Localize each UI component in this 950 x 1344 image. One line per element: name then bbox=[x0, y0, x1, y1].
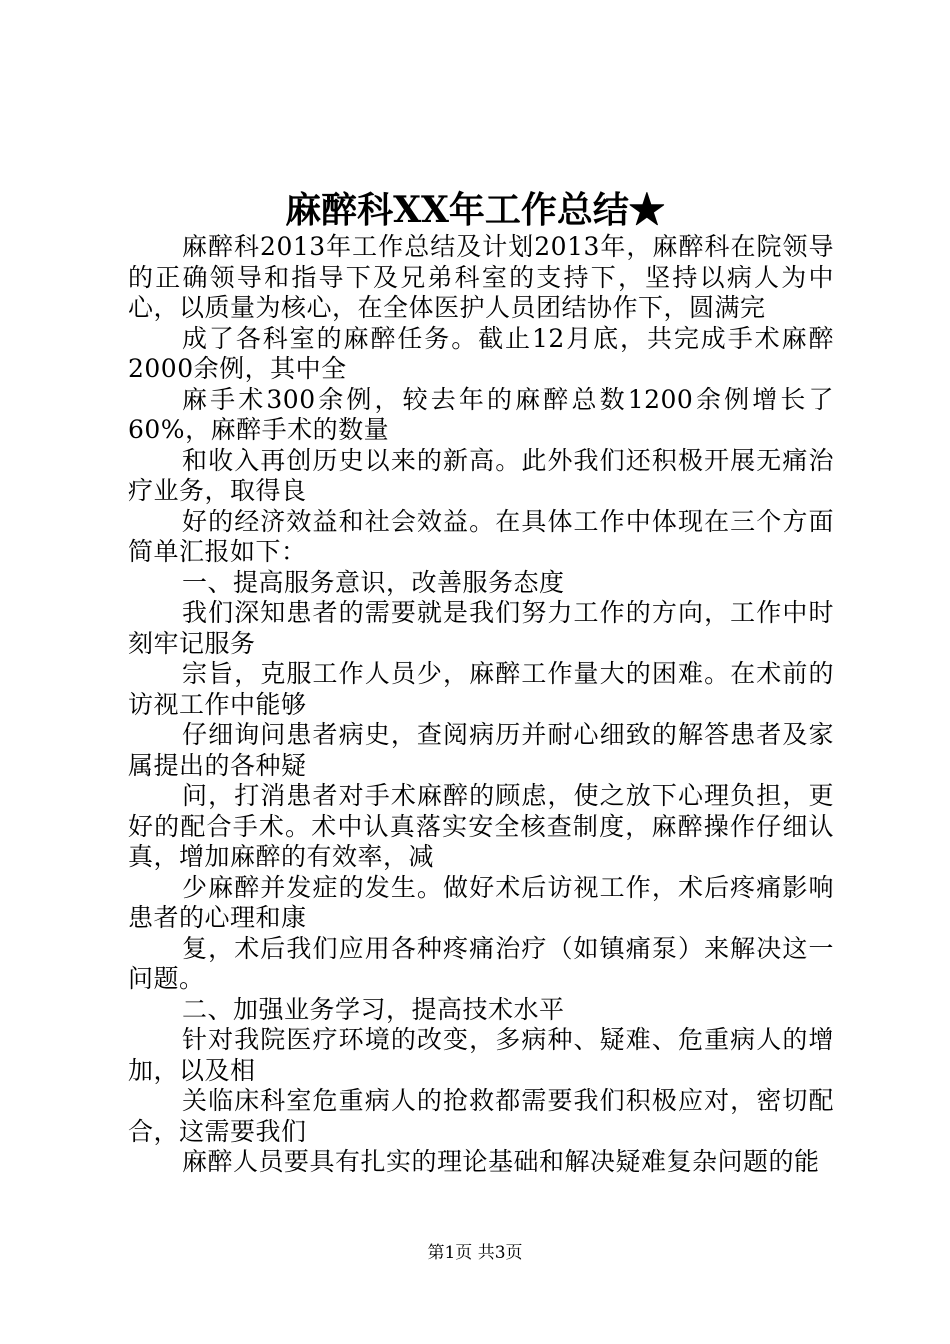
paragraph: 关临床科室危重病人的抢救都需要我们积极应对，密切配合，这需要我们 bbox=[128, 1086, 834, 1146]
paragraph: 和收入再创历史以来的新高。此外我们还积极开展无痛治疗业务，取得良 bbox=[128, 445, 834, 505]
paragraph: 成了各科室的麻醉任务。截止12月底，共完成手术麻醉2000余例，其中全 bbox=[128, 323, 834, 383]
paragraph: 宗旨，克服工作人员少，麻醉工作量大的困难。在术前的访视工作中能够 bbox=[128, 659, 834, 719]
paragraph: 麻醉科2013年工作总结及计划2013年，麻醉科在院领导的正确领导和指导下及兄弟科室的支持下，坚持以病人为中心，以质量为核心，在全体医护人员团结协作下，圆满完 bbox=[128, 232, 834, 322]
paragraph: 仔细询问患者病史，查阅病历并耐心细致的解答患者及家属提出的各种疑 bbox=[128, 720, 834, 780]
paragraph: 麻醉人员要具有扎实的理论基础和解决疑难复杂问题的能 bbox=[182, 1147, 820, 1176]
paragraph: 少麻醉并发症的发生。做好术后访视工作，术后疼痛影响患者的心理和康 bbox=[128, 872, 834, 932]
paragraph: 我们深知患者的需要就是我们努力工作的方向，工作中时刻牢记服务 bbox=[128, 598, 834, 658]
paragraph: 针对我院医疗环境的改变，多病种、疑难、危重病人的增加，以及相 bbox=[128, 1025, 834, 1085]
paragraph: 问，打消患者对手术麻醉的顾虑，使之放下心理负担，更好的配合手术。术中认真落实安全核查制度，麻醉操作仔细认真，增加麻醉的有效率，减 bbox=[128, 781, 834, 871]
document-body bbox=[128, 232, 834, 1178]
page-footer: 第1页 共3页 bbox=[427, 1243, 523, 1263]
section-heading: 一、提高服务意识，改善服务态度 bbox=[182, 567, 565, 597]
document-title: 麻醉科XX年工作总结★ bbox=[285, 189, 665, 231]
paragraph: 复，术后我们应用各种疼痛治疗（如镇痛泵）来解决这一问题。 bbox=[128, 933, 834, 993]
section-heading: 二、加强业务学习，提高技术水平 bbox=[182, 994, 565, 1024]
paragraph: 好的经济效益和社会效益。在具体工作中体现在三个方面简单汇报如下： bbox=[128, 506, 834, 566]
paragraph: 麻手术300余例，较去年的麻醉总数1200余例增长了60%，麻醉手术的数量 bbox=[128, 384, 834, 444]
